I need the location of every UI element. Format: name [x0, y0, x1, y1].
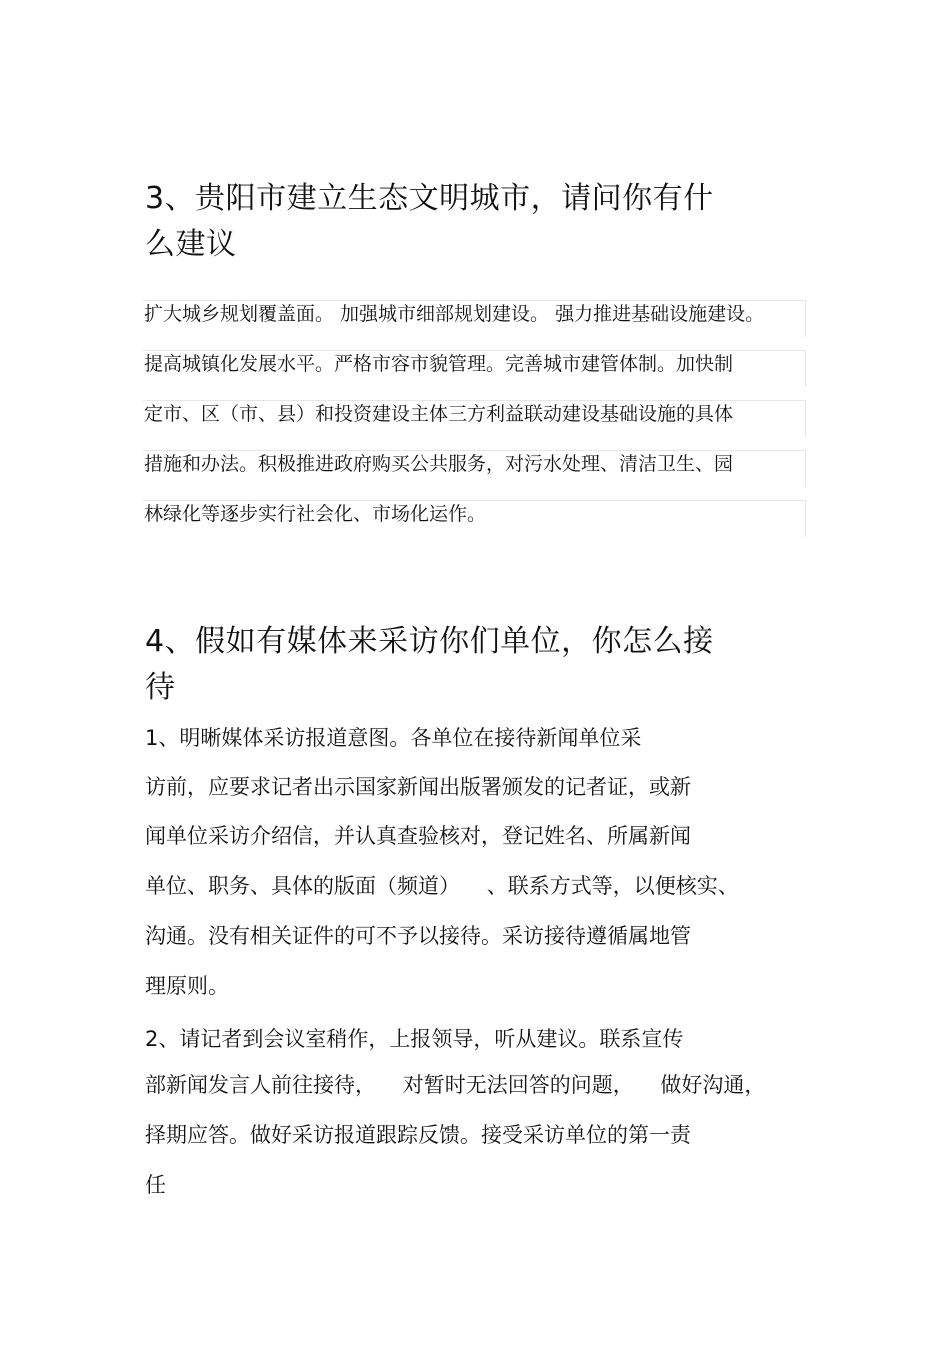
point-line: 沟通。没有相关证件的可不予以接待。采访接待遵循属地管 — [145, 924, 691, 948]
answer-line: 林绿化等逐步实行社会化、市场化运作。 — [143, 500, 806, 537]
point-line: 理原则。 — [145, 974, 229, 998]
question-4-title-line-1: 4、假如有媒体来采访你们单位，你怎么接 — [145, 624, 714, 659]
answer-line: 定市、区（市、县）和投资建设主体三方利益联动建设基础设施的具体 — [143, 400, 806, 437]
point-line: 1、明晰媒体采访报道意图。各单位在接待新闻单位采 — [145, 726, 642, 750]
answer-line: 措施和办法。积极推进政府购买公共服务，对污水处理、清洁卫生、园 — [143, 450, 806, 487]
point-line: 部新闻发言人前往接待， 对暂时无法回答的问题， 做好沟通， — [145, 1073, 766, 1097]
question-4-title-line-2: 待 — [145, 670, 176, 705]
answer-line: 扩大城乡规划覆盖面。 加强城市细部规划建设。 强力推进基础设施建设。 — [143, 300, 806, 337]
point-line: 2、请记者到会议室稍作，上报领导，听从建议。联系宣传 — [145, 1027, 684, 1051]
point-line: 单位、职务、具体的版面（频道） 、联系方式等，以便核实、 — [145, 874, 739, 898]
answer-line: 提高城镇化发展水平。严格市容市貌管理。完善城市建管体制。加快制 — [143, 350, 806, 387]
question-3-title-line-2: 么建议 — [145, 227, 237, 262]
point-line: 闻单位采访介绍信，并认真查验核对，登记姓名、所属新闻 — [145, 824, 691, 848]
point-line: 任 — [145, 1173, 166, 1197]
question-4-heading — [145, 619, 785, 711]
question-3-title-line-1: 3、贵阳市建立生态文明城市，请问你有什 — [145, 181, 714, 216]
question-3-heading — [145, 176, 785, 268]
point-line: 访前，应要求记者出示国家新闻出版署颁发的记者证，或新 — [145, 775, 691, 799]
point-line: 择期应答。做好采访报道跟踪反馈。接受采访单位的第一责 — [145, 1123, 691, 1147]
